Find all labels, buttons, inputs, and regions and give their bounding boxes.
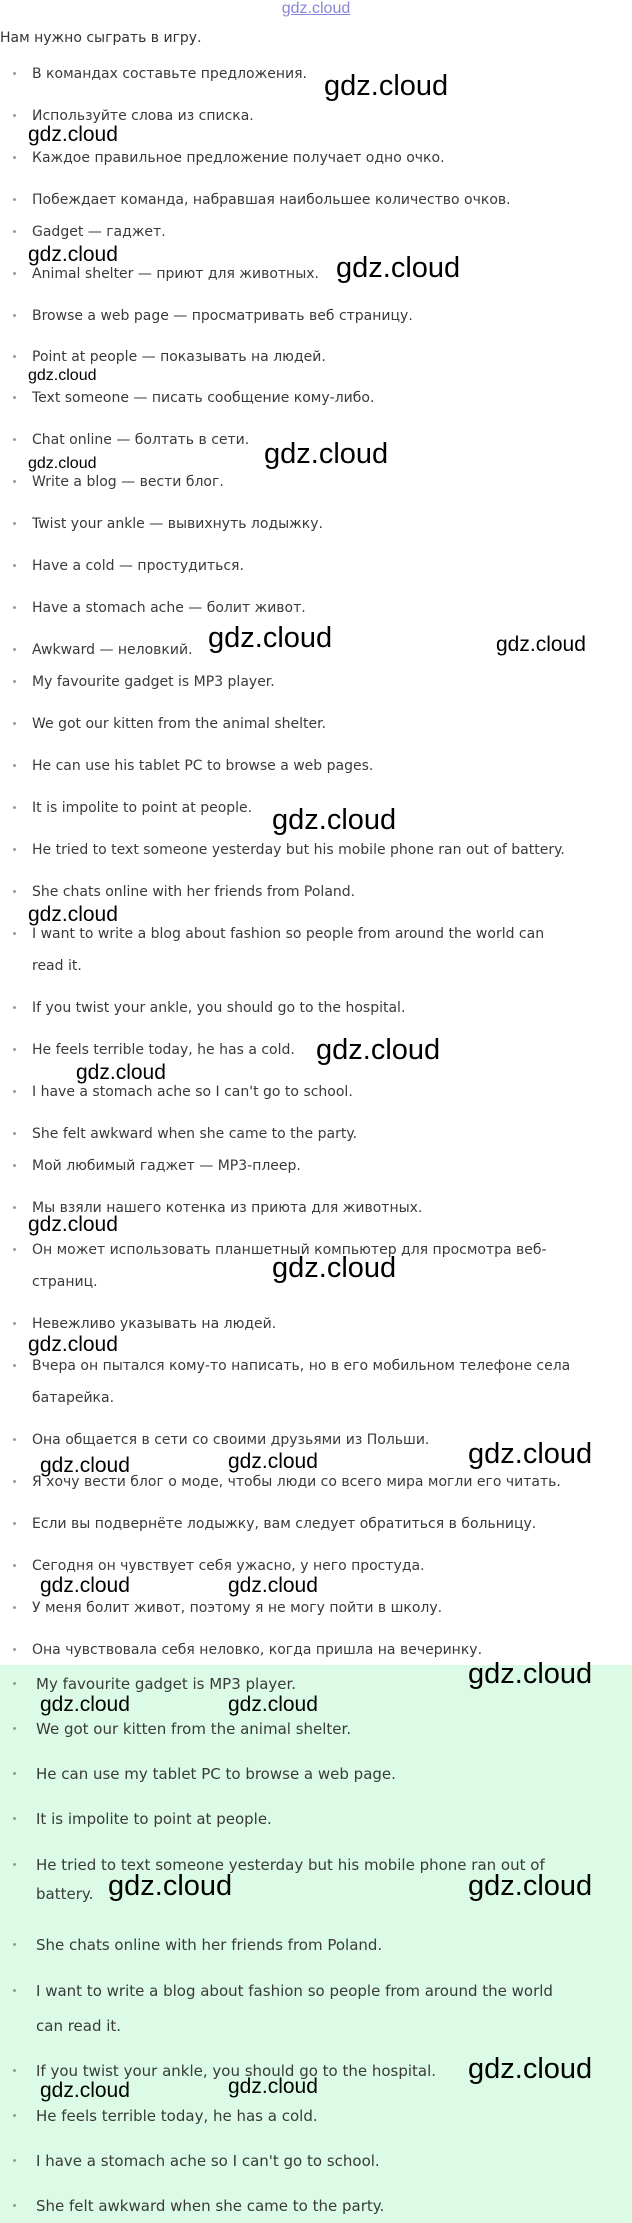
watermark: gdz.cloud xyxy=(28,367,97,384)
watermark: gdz.cloud xyxy=(28,1213,118,1236)
watermark: gdz.cloud xyxy=(108,1870,233,1902)
watermark: gdz.cloud xyxy=(264,438,389,470)
list-item: Вчера он пытался кому-то написать, но в его мобильном телефоне села батарейка. xyxy=(0,1350,632,1414)
bullet-icon xyxy=(13,156,16,159)
site-logo[interactable]: gdz.cloud xyxy=(281,0,351,17)
bullet-icon xyxy=(13,396,16,399)
watermark: gdz.cloud xyxy=(468,2053,593,2085)
bullet-icon xyxy=(13,198,16,201)
answer-item: He can use my tablet PC to browse a web page. xyxy=(0,1758,632,1790)
list-item: Она чувствовала себя неловко, когда пришла на вечеринку. xyxy=(0,1634,632,1666)
answer-item: If you twist your ankle, you should go to the hospital. xyxy=(0,2055,632,2087)
answer-item: She chats online with her friends from Poland. xyxy=(0,1929,632,1961)
bullet-icon xyxy=(13,1132,16,1135)
bullet-icon xyxy=(13,1206,16,1209)
list-item: Have a cold — простудиться. xyxy=(0,550,632,582)
list-item: My favourite gadget is MP3 player. xyxy=(0,666,632,698)
bullet-icon xyxy=(13,114,16,117)
bullet-icon xyxy=(13,1817,16,1820)
bullet-icon xyxy=(13,72,16,75)
list-item: Побеждает команда, набравшая наибольшее количество очков. xyxy=(0,184,632,216)
watermark: gdz.cloud xyxy=(28,455,97,472)
bullet-icon xyxy=(13,480,16,483)
list-item: Browse a web page — просматривать веб страницу. xyxy=(0,300,632,332)
bullet-icon xyxy=(13,1863,16,1866)
list-item: Мой любимый гаджет — MP3-плеер. xyxy=(0,1150,632,1182)
list-item: He can use his tablet PC to browse a web pages. xyxy=(0,750,632,782)
bullet-icon xyxy=(13,438,16,441)
bullet-icon xyxy=(13,1322,16,1325)
answer-item: I want to write a blog about fashion so people from around the world can read it. xyxy=(0,1975,632,2039)
bullet-icon xyxy=(13,806,16,809)
watermark: gdz.cloud xyxy=(336,252,461,284)
bullet-icon xyxy=(13,648,16,651)
bullet-icon xyxy=(13,932,16,935)
watermark: gdz.cloud xyxy=(28,1333,118,1356)
list-item: Используйте слова из списка. xyxy=(0,100,632,132)
answer-item: It is impolite to point at people. xyxy=(0,1803,632,1835)
bullet-icon xyxy=(13,1090,16,1093)
watermark: gdz.cloud xyxy=(28,123,118,146)
list-item: Я хочу вести блог о моде, чтобы люди со всего мира могли его читать. xyxy=(0,1466,632,1498)
watermark: gdz.cloud xyxy=(228,1450,318,1473)
bullet-icon xyxy=(13,890,16,893)
bullet-icon xyxy=(13,764,16,767)
bullet-icon xyxy=(13,1164,16,1167)
watermark: gdz.cloud xyxy=(40,1693,130,1716)
bullet-icon xyxy=(13,1682,16,1685)
list-item: Она общается в сети со своими друзьями из Польши. xyxy=(0,1424,632,1456)
bullet-icon xyxy=(13,2204,16,2207)
list-item: She chats online with her friends from Poland. xyxy=(0,876,632,908)
answer-item: He tried to text someone yesterday but his mobile phone ran out of battery. xyxy=(0,1849,632,1913)
bullet-icon xyxy=(13,564,16,567)
answer-item: She felt awkward when she came to the party. xyxy=(0,2190,632,2222)
list-item: Twist your ankle — вывихнуть лодыжку. xyxy=(0,508,632,540)
bullet-icon xyxy=(13,1522,16,1525)
bullet-icon xyxy=(13,1772,16,1775)
bullet-icon xyxy=(13,230,16,233)
bullet-icon xyxy=(13,1364,16,1367)
list-item: She felt awkward when she came to the party. xyxy=(0,1118,632,1150)
list-item: У меня болит живот, поэтому я не могу пойти в школу. xyxy=(0,1592,632,1624)
answer-item: My favourite gadget is MP3 player. xyxy=(0,1668,632,1700)
list-item: Сегодня он чувствует себя ужасно, у него простуда. xyxy=(0,1550,632,1582)
list-item: It is impolite to point at people. xyxy=(0,792,632,824)
bullet-icon xyxy=(13,606,16,609)
bullet-icon xyxy=(13,1648,16,1651)
answer-item: We got our kitten from the animal shelter. xyxy=(0,1713,632,1745)
bullet-icon xyxy=(13,848,16,851)
watermark: gdz.cloud xyxy=(272,1252,397,1284)
list-item: В командах составьте предложения. xyxy=(0,58,632,90)
intro-text: Нам нужно сыграть в игру. xyxy=(0,30,202,46)
list-item: He tried to text someone yesterday but his mobile phone ran out of battery. xyxy=(0,834,632,866)
list-item: If you twist your ankle, you should go to the hospital. xyxy=(0,992,632,1024)
bullet-icon xyxy=(13,2069,16,2072)
list-item: Text someone — писать сообщение кому-либо. xyxy=(0,382,632,414)
list-item: I have a stomach ache so I can't go to school. xyxy=(0,1076,632,1108)
watermark: gdz.cloud xyxy=(272,804,397,836)
watermark: gdz.cloud xyxy=(40,1454,130,1477)
bullet-icon xyxy=(13,522,16,525)
watermark: gdz.cloud xyxy=(40,2079,130,2102)
bullet-icon xyxy=(13,2159,16,2162)
watermark: gdz.cloud xyxy=(228,1693,318,1716)
watermark: gdz.cloud xyxy=(468,1658,593,1690)
watermark: gdz.cloud xyxy=(40,1574,130,1597)
list-item: We got our kitten from the animal shelter. xyxy=(0,708,632,740)
watermark: gdz.cloud xyxy=(28,903,118,926)
list-item: Он может использовать планшетный компьютер для просмотра веб- страниц. xyxy=(0,1234,632,1298)
answer-item: I have a stomach ache so I can't go to school. xyxy=(0,2145,632,2177)
bullet-icon xyxy=(13,1943,16,1946)
bullet-icon xyxy=(13,272,16,275)
watermark: gdz.cloud xyxy=(76,1061,166,1084)
list-item: I want to write a blog about fashion so people from around the world can read it. xyxy=(0,918,632,982)
list-item: He feels terrible today, he has a cold. xyxy=(0,1034,632,1066)
list-item: Gadget — гаджет. xyxy=(0,216,632,248)
bullet-icon xyxy=(13,1606,16,1609)
watermark: gdz.cloud xyxy=(28,243,118,266)
bullet-icon xyxy=(13,1006,16,1009)
list-item: Невежливо указывать на людей. xyxy=(0,1308,632,1340)
list-item: Point at people — показывать на людей. xyxy=(0,341,632,373)
watermark: gdz.cloud xyxy=(324,70,449,102)
answer-item: He feels terrible today, he has a cold. xyxy=(0,2100,632,2132)
watermark: gdz.cloud xyxy=(228,1574,318,1597)
watermark: gdz.cloud xyxy=(316,1034,441,1066)
list-item: Если вы подвернёте лодыжку, вам следует обратиться в больницу. xyxy=(0,1508,632,1540)
list-item: Write a blog — вести блог. xyxy=(0,466,632,498)
bullet-icon xyxy=(13,1564,16,1567)
watermark: gdz.cloud xyxy=(228,2075,318,2098)
bullet-icon xyxy=(13,1480,16,1483)
watermark: gdz.cloud xyxy=(468,1870,593,1902)
list-item: Awkward — неловкий. xyxy=(0,634,632,666)
bullet-icon xyxy=(13,1248,16,1251)
bullet-icon xyxy=(13,314,16,317)
watermark: gdz.cloud xyxy=(208,622,333,654)
bullet-icon xyxy=(13,1989,16,1992)
watermark: gdz.cloud xyxy=(496,633,586,656)
bullet-icon xyxy=(13,2114,16,2117)
bullet-icon xyxy=(13,722,16,725)
bullet-icon xyxy=(13,1727,16,1730)
list-item: Have a stomach ache — болит живот. xyxy=(0,592,632,624)
list-item: Animal shelter — приют для животных. xyxy=(0,258,632,290)
bullet-icon xyxy=(13,680,16,683)
bullet-icon xyxy=(13,1438,16,1441)
list-item: Мы взяли нашего котенка из приюта для животных. xyxy=(0,1192,632,1224)
bullet-icon xyxy=(13,355,16,358)
list-item: Chat online — болтать в сети. xyxy=(0,424,632,456)
list-item: Каждое правильное предложение получает одно очко. xyxy=(0,142,632,174)
bullet-icon xyxy=(13,1048,16,1051)
watermark: gdz.cloud xyxy=(468,1438,593,1470)
